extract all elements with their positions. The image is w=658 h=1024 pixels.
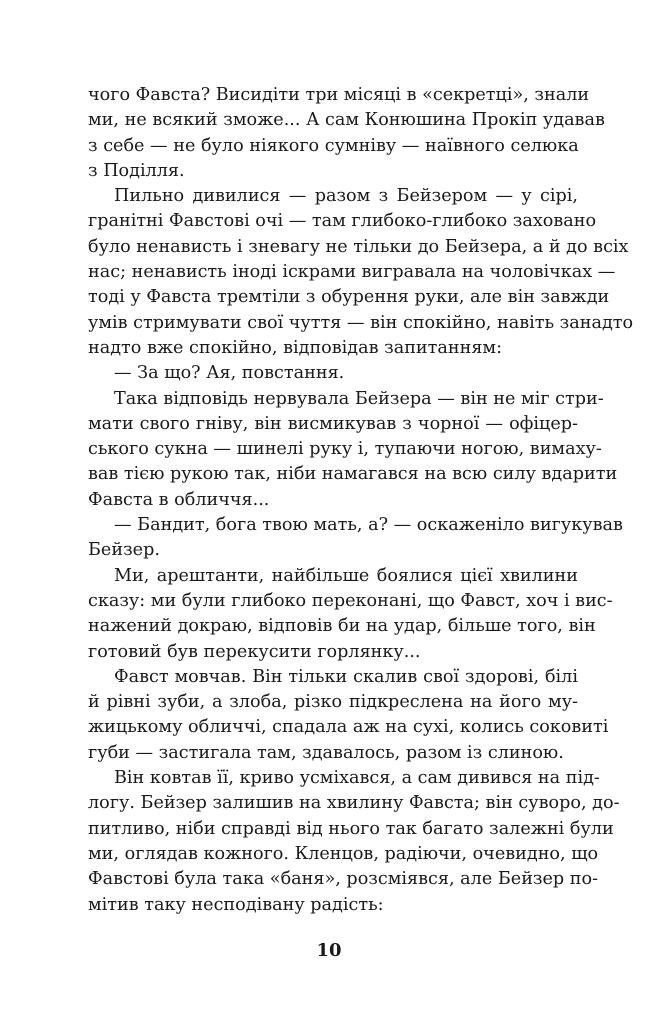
- text-line: надто вже спокійно, відповідав запитанням:: [88, 337, 503, 358]
- text-line: — Бандит, бога твою мать, а? — оскаженіло вигукував: [114, 515, 623, 536]
- text-line: нас; ненависть іноді іскрами вигравала на чоловічках —: [88, 262, 616, 283]
- text-line: ми, оглядав кожного. Кленцов, радіючи, очевидно, що: [88, 843, 599, 864]
- text-line: мати свого гніву, він висмикував з чорної — офіцер-: [88, 413, 578, 434]
- text-line: Бейзер.: [88, 540, 160, 561]
- text-line: з себе — не було ніякого сумніву — наївного селюка: [88, 135, 579, 156]
- text-line: було ненависть і зневагу не тільки до Бейзера, а й до всіх: [88, 236, 629, 257]
- text-line: гранітні Фавстові очі — там глибоко-глибоко заховано: [88, 211, 597, 232]
- text-line: умів стримувати свої чуття — він спокійно, навіть занадто: [88, 312, 634, 333]
- text-line: Фавста в обличчя...: [88, 489, 270, 510]
- text-line: Пильно дивилися — разом з Бейзером — у сірі,: [114, 186, 578, 207]
- text-line: мітив таку несподівану радість:: [88, 894, 384, 915]
- text-line: й рівні зуби, а злоба, різко підкреслена на його му-: [88, 692, 578, 713]
- text-line: сказу: ми були глибоко переконані, що Фавст, хоч і вис-: [88, 590, 613, 611]
- text-line: ського сукна — шинелі руку і, тупаючи ногою, вимаху-: [88, 439, 602, 460]
- text-line: — За що? Ая, повстання.: [114, 363, 345, 384]
- page-number: 10: [316, 940, 342, 961]
- text-line: Ми, арештанти, найбільше боялися цієї хвилини: [114, 565, 578, 586]
- text-line: ми, не всякий зможе... А сам Конюшина Прокіп удавав: [88, 110, 605, 131]
- text-line: питливо, ніби справді від нього так багато залежні були: [88, 818, 614, 839]
- text-line: тоді у Фавста тремтіли з обурення руки, але він завжди: [88, 287, 610, 308]
- text-line: Така відповідь нервувала Бейзера — він не міг стри-: [114, 388, 604, 409]
- text-line: логу. Бейзер залишив на хвилину Фавста; він суворо, до-: [88, 793, 620, 814]
- page-body: [88, 83, 634, 918]
- text-line: нажений докраю, відповів би на удар, більше того, він: [88, 616, 596, 637]
- text-line: чого Фавста? Висидіти три місяці в «секретці», знали: [88, 85, 590, 105]
- text-line: жицькому обличчі, спадала аж на сухі, колись соковиті: [88, 717, 609, 738]
- text-line: з Поділля.: [88, 160, 185, 181]
- text-line: губи — застигала там, здавалось, разом із слиною.: [88, 742, 564, 763]
- text-line: Фавстові була така «баня», розсміявся, але Бейзер по-: [88, 869, 599, 890]
- text-line: вав тією рукою так, ніби намагався на всю силу вдарити: [88, 464, 618, 485]
- text-line: Він ковтав її, криво усміхався, а сам дивився на під-: [114, 768, 600, 789]
- text-line: Фавст мовчав. Він тільки скалив свої здорові, білі: [114, 666, 578, 687]
- text-line: готовий був перекусити горлянку...: [88, 641, 421, 662]
